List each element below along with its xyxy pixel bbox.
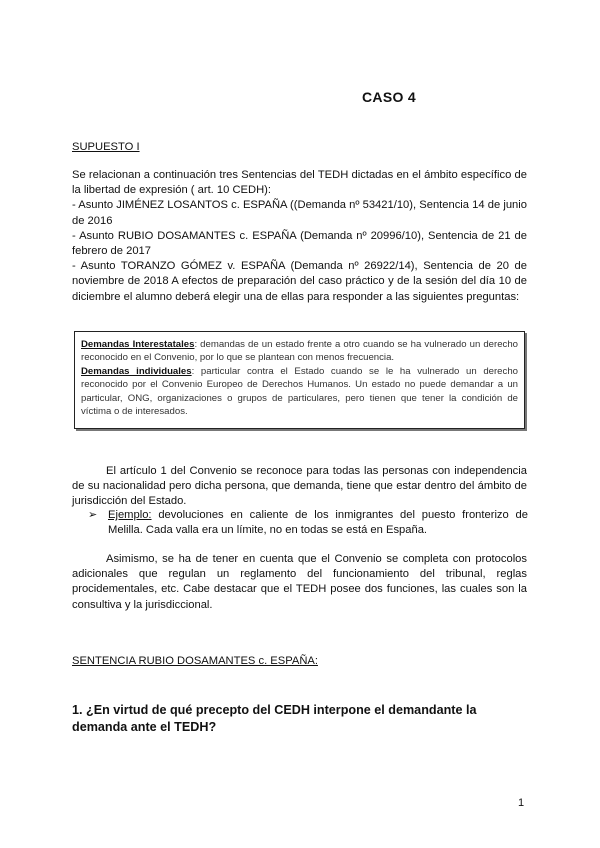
- question-1: 1. ¿En virtud de qué precepto del CEDH interpone el demandante la demanda ante el TEDH?: [72, 703, 477, 734]
- term-interestatales: Demandas Interestatales: [81, 339, 195, 350]
- paragraph-article-1: El artículo 1 del Convenio se reconoce para todas las personas con independencia de su nacionalidad pero dicha persona, que demanda, tiene que estar dentro del ámbito de jurisdicción del Estado.: [72, 465, 527, 508]
- definition-text-2: : particular contra el Estado cuando se le ha vulnerado un derecho reconocido por el Convenio Europeo de Derechos Humanos. Un estado no puede demandar a un particular, ONG, organizaciones o grupos de particulares, pero tienen que tener la condición de víctima o de interesados.: [81, 365, 518, 418]
- example-text: [108, 508, 528, 538]
- term-individuales: Demandas individuales: [81, 365, 192, 377]
- definitions-box: [74, 331, 525, 429]
- intro-text: Se relacionan a continuación tres Sentencias del TEDH dictadas en el ámbito específico de la libertad de expresión ( art. 10 CEDH):: [72, 169, 527, 197]
- sentencia-heading: SENTENCIA RUBIO DOSAMANTES c. ESPAÑA:: [72, 655, 318, 667]
- case-item-1: - Asunto JIMÉNEZ LOSANTOS c. ESPAÑA ((Demanda nº 53421/10), Sentencia 14 de junio de 2016: [72, 199, 527, 227]
- definition-interestatales: [81, 338, 518, 365]
- example-bullet: [88, 508, 528, 538]
- page-number: 1: [518, 797, 525, 809]
- case-item-2: - Asunto RUBIO DOSAMANTES c. ESPAÑA (Demanda nº 20996/10), Sentencia de 21 de febrero de 2017: [72, 229, 527, 258]
- supuesto-heading: SUPUESTO I: [72, 141, 140, 153]
- arrow-bullet-icon: ➢: [88, 509, 98, 521]
- case-item-3: - Asunto TORANZO GÓMEZ v. ESPAÑA (Demanda nº 26922/14), Sentencia de 20 de noviembre de 2018 A efectos de preparación del caso práctico y de la sesión del día 10 de diciembre el alumno deberá elegir una de ellas para responder a las siguientes preguntas:: [72, 260, 527, 303]
- example-body: devoluciones en caliente de los inmigrantes del puesto fronterizo de Melilla. Cada valla era un límite, no en todas se está en España.: [108, 509, 528, 537]
- intro-block: [72, 168, 527, 305]
- definition-text-1: : demandas de un estado frente a otro cuando se ha vulnerado un derecho reconocido en el Convenio, por lo que se plantean con menos frecuencia.: [81, 339, 519, 364]
- page-title: CASO 4: [362, 89, 416, 105]
- example-label: Ejemplo:: [108, 509, 152, 521]
- definition-individuales: [81, 365, 518, 419]
- paragraph-protocolos: Asimismo, se ha de tener en cuenta que el Convenio se completa con protocolos adicionales que regulan un reglamento del funcionamiento del tribunal, reglas procidementales, etc. Cabe destacar que el TEDH posee dos funciones, las cuales son la consultiva y la jurisdiccional.: [72, 553, 527, 611]
